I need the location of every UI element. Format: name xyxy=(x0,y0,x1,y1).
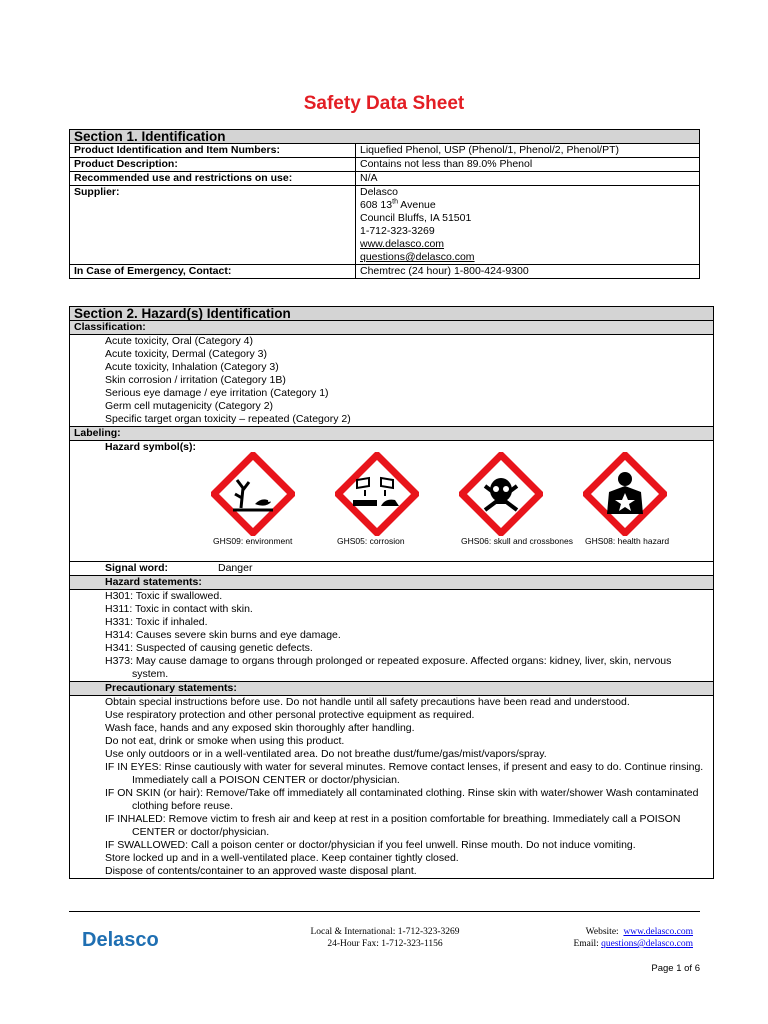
section-1-table xyxy=(69,129,700,279)
footer-phone: Local & International: 1-712-323-3269 xyxy=(310,927,460,937)
section-2-table xyxy=(69,306,714,879)
use-label: Recommended use and restrictions on use: xyxy=(70,172,356,186)
classification-item: Skin corrosion / irritation (Category 1B) xyxy=(105,374,286,386)
description-label: Product Description: xyxy=(70,158,356,172)
precautionary-list xyxy=(70,696,714,879)
hazard-statements-label: Hazard statements: xyxy=(70,576,714,590)
hazard-statements-list xyxy=(70,590,714,682)
hazard-statement: H331: Toxic if inhaled. xyxy=(105,616,208,628)
ghs08-health-hazard-icon xyxy=(583,452,667,536)
supplier-name: Delasco xyxy=(360,186,398,198)
footer-fax: 24-Hour Fax: 1-712-323-1156 xyxy=(327,939,443,949)
classification-item: Acute toxicity, Dermal (Category 3) xyxy=(105,348,268,360)
precautionary-statement: Use respiratory protection and other personal protective equipment as required. xyxy=(105,709,475,721)
classification-item: Serious eye damage / eye irritation (Category 1) xyxy=(105,387,329,399)
email-label: Email: xyxy=(573,939,599,949)
supplier-address: 608 13th Avenue xyxy=(360,198,436,211)
pictogram xyxy=(213,452,337,547)
precautionary-statement: Use only outdoors or in a well-ventilated area. Do not breathe dust/fume/gas/mist/vapors/spray. xyxy=(105,748,547,760)
hazard-symbols-label: Hazard symbol(s): xyxy=(105,441,197,453)
precautionary-statement: IF SWALLOWED: Call a poison center or doctor/physician if you feel unwell. Rinse mouth. Do not induce vomiting. xyxy=(105,839,636,851)
footer-contact xyxy=(290,926,480,950)
product-id-value: Liquefied Phenol, USP (Phenol/1, Phenol/2, Phenol/PT) xyxy=(356,144,700,158)
classification-item: Specific target organ toxicity – repeated (Category 2) xyxy=(105,413,351,425)
pictogram xyxy=(337,452,461,547)
precautionary-statement: Wash face, hands and any exposed skin thoroughly after handling. xyxy=(105,722,415,734)
signal-word-row xyxy=(70,562,714,576)
ghs05-corrosion-icon xyxy=(335,452,419,536)
precautionary-statement: Store locked up and in a well-ventilated place. Keep container tightly closed. xyxy=(105,852,459,864)
section-2-heading: Section 2. Hazard(s) Identification xyxy=(70,307,714,321)
use-value: N/A xyxy=(356,172,700,186)
supplier-city: Council Bluffs, IA 51501 xyxy=(360,212,472,224)
classification-item: Germ cell mutagenicity (Category 2) xyxy=(105,400,274,412)
classification-item: Acute toxicity, Inhalation (Category 3) xyxy=(105,361,279,373)
footer-links xyxy=(573,926,693,950)
hazard-statement: H311: Toxic in contact with skin. xyxy=(105,603,253,615)
ghs06-skull-icon xyxy=(459,452,543,536)
classification-label: Classification: xyxy=(70,321,714,335)
description-value: Contains not less than 89.0% Phenol xyxy=(356,158,700,172)
section-1-heading: Section 1. Identification xyxy=(70,130,700,144)
footer-website-row xyxy=(573,926,693,938)
precautionary-statement: Obtain special instructions before use. Do not handle until all safety precautions have been read and understood. xyxy=(105,696,630,708)
pictogram-caption: GHS05: corrosion xyxy=(337,536,405,546)
footer-divider xyxy=(69,911,700,912)
website-label: Website: xyxy=(585,927,619,937)
email-link[interactable]: questions@delasco.com xyxy=(601,939,693,949)
supplier-website-link[interactable]: www.delasco.com xyxy=(360,238,445,250)
emergency-value: Chemtrec (24 hour) 1-800-424-9300 xyxy=(356,265,700,279)
precautionary-statement: Do not eat, drink or smoke when using this product. xyxy=(105,735,345,747)
precautionary-statement: IF IN EYES: Rinse cautiously with water for several minutes. Remove contact lenses, if present and easy to do. Continue rinsing. Immediately call a POISON CENTER or doctor/physician. xyxy=(105,761,704,786)
hazard-symbols-cell xyxy=(70,441,714,562)
pictogram-caption: GHS08: health hazard xyxy=(585,536,670,546)
ghs09-environment-icon xyxy=(211,452,295,536)
signal-word-label: Signal word: xyxy=(105,562,168,574)
hazard-statement: H301: Toxic if swallowed. xyxy=(105,590,223,602)
precautionary-statement: IF ON SKIN (or hair): Remove/Take off immediately all contaminated clothing. Rinse skin with water/shower Wash contaminated clothing before reuse. xyxy=(105,787,699,812)
website-link[interactable]: www.delasco.com xyxy=(623,927,693,937)
precautionary-statement: IF INHALED: Remove victim to fresh air and keep at rest in a position comfortable for breathing. Immediately call a POISON CENTER or doctor/physician. xyxy=(105,813,681,838)
page-number: Page 1 of 6 xyxy=(651,963,700,974)
emergency-label: In Case of Emergency, Contact: xyxy=(70,265,356,279)
hazard-statement: H341: Suspected of causing genetic defects. xyxy=(105,642,313,654)
supplier-phone: 1-712-323-3269 xyxy=(360,225,435,237)
classification-item: Acute toxicity, Oral (Category 4) xyxy=(105,335,254,347)
supplier-email-link[interactable]: questions@delasco.com xyxy=(360,251,475,263)
hazard-statement: H373: May cause damage to organs through prolonged or repeated exposure. Affected organs: kidney, liver, skin, nervous system. xyxy=(105,655,672,680)
pictogram-caption: GHS06: skull and crossbones xyxy=(461,536,573,546)
hazard-statement: H314: Causes severe skin burns and eye damage. xyxy=(105,629,341,641)
classification-list xyxy=(70,335,714,427)
pictogram-caption: GHS09: environment xyxy=(213,536,293,546)
delasco-logo: Delasco xyxy=(82,929,159,951)
labeling-label: Labeling: xyxy=(70,427,714,441)
product-id-label: Product Identification and Item Numbers: xyxy=(70,144,356,158)
pictogram-row xyxy=(213,452,709,547)
precautionary-statement: Dispose of contents/container to an approved waste disposal plant. xyxy=(105,865,417,877)
footer-email-row xyxy=(573,938,693,950)
signal-word-value: Danger xyxy=(218,562,253,574)
pictogram xyxy=(461,452,585,547)
supplier-label: Supplier: xyxy=(70,186,356,265)
supplier-value xyxy=(356,186,700,265)
document-title: Safety Data Sheet xyxy=(303,93,465,114)
precautionary-label: Precautionary statements: xyxy=(70,682,714,696)
pictogram xyxy=(585,452,709,547)
